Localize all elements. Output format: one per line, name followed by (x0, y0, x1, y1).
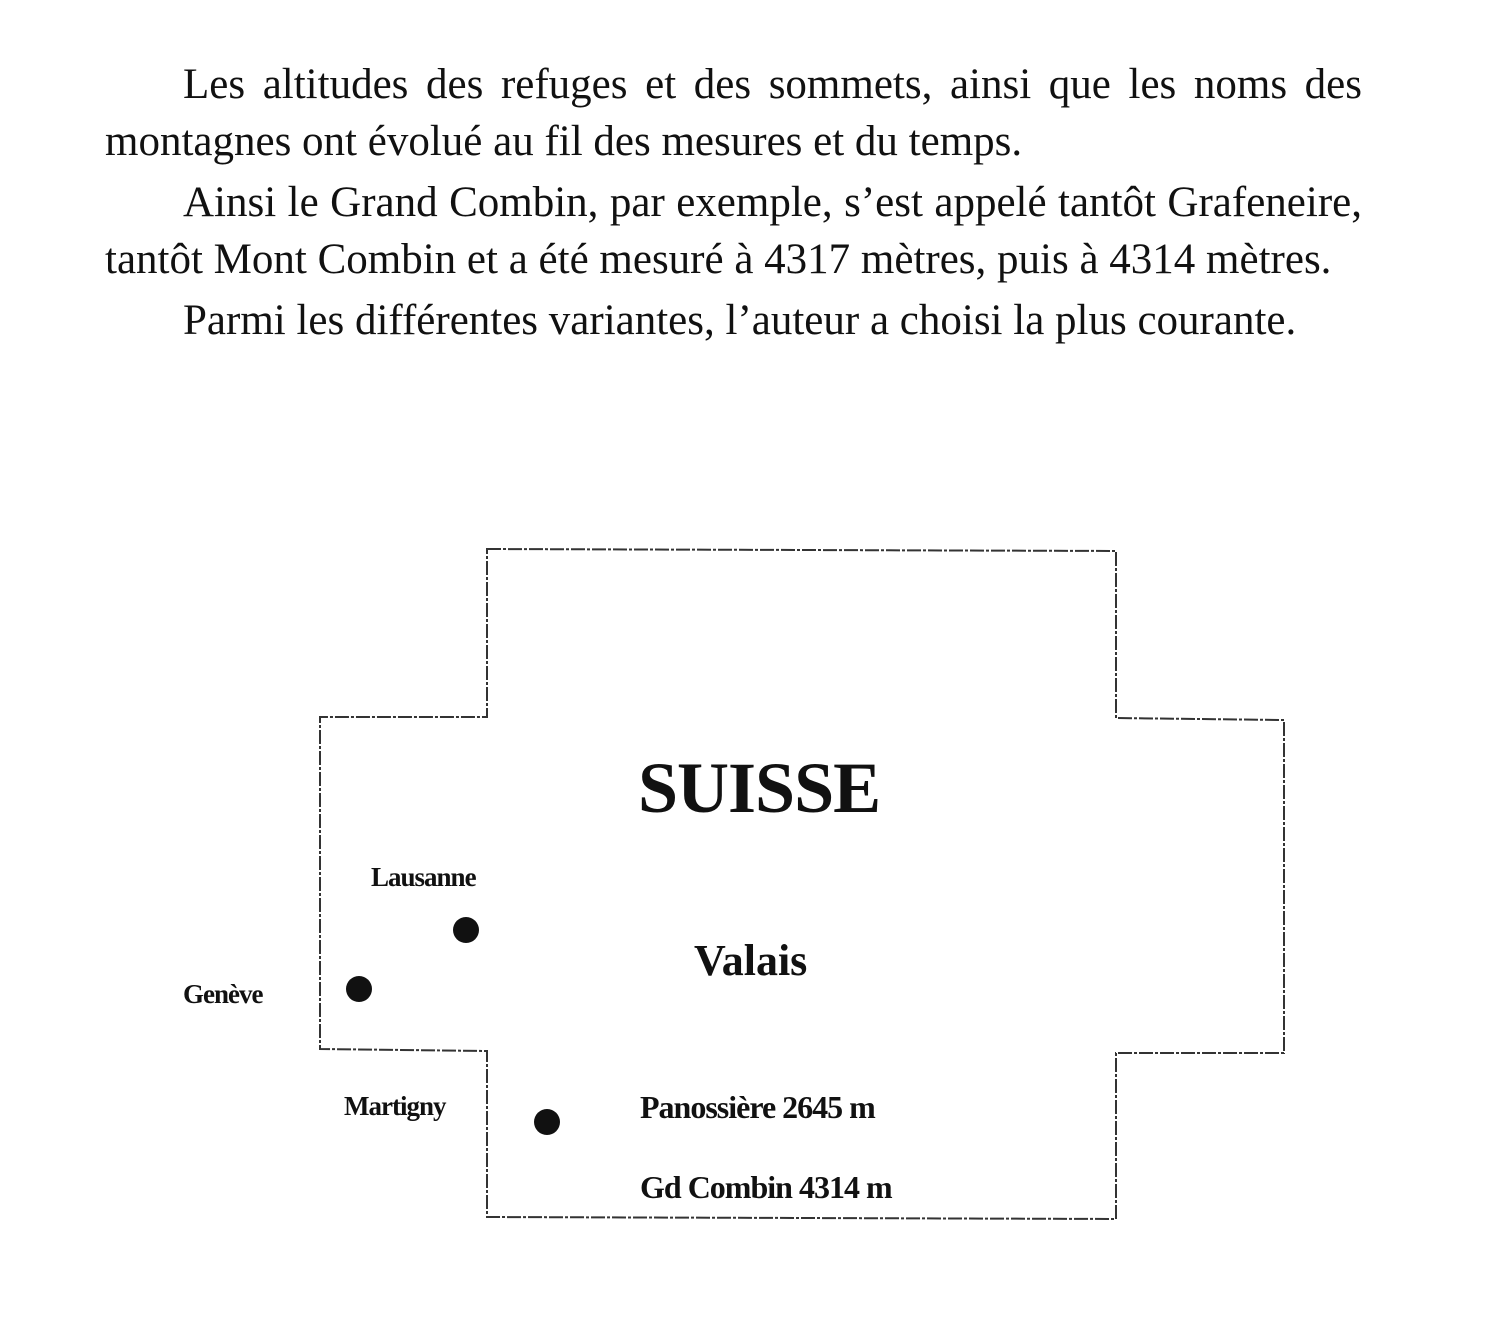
lausanne-marker (453, 917, 479, 943)
martigny-label: Martigny (344, 1091, 446, 1121)
martigny-marker (534, 1109, 560, 1135)
country-label: SUISSE (638, 748, 881, 828)
paragraph-altitudes: Les altitudes des refuges et des sommets, ainsi que les noms des montagnes ont évolué au fil des mesures et du temps. (105, 61, 1362, 165)
summit-label: Gd Combin 4314 m (640, 1169, 892, 1205)
lausanne-label: Lausanne (371, 862, 476, 892)
paragraph-variantes: Parmi les différentes variantes, l’auteur a choisi la plus courante. (183, 297, 1297, 344)
geneve-label: Genève (183, 979, 263, 1009)
paragraph-grand-combin: Ainsi le Grand Combin, par exemple, s’est appelé tantôt Grafeneire, tantôt Mont Combin et a été mesuré à 4317 mètres, puis à 4314 mètres. (105, 179, 1362, 283)
geneve-marker (346, 976, 372, 1002)
region-label: Valais (694, 936, 808, 985)
refuge-label: Panossière 2645 m (640, 1089, 875, 1125)
